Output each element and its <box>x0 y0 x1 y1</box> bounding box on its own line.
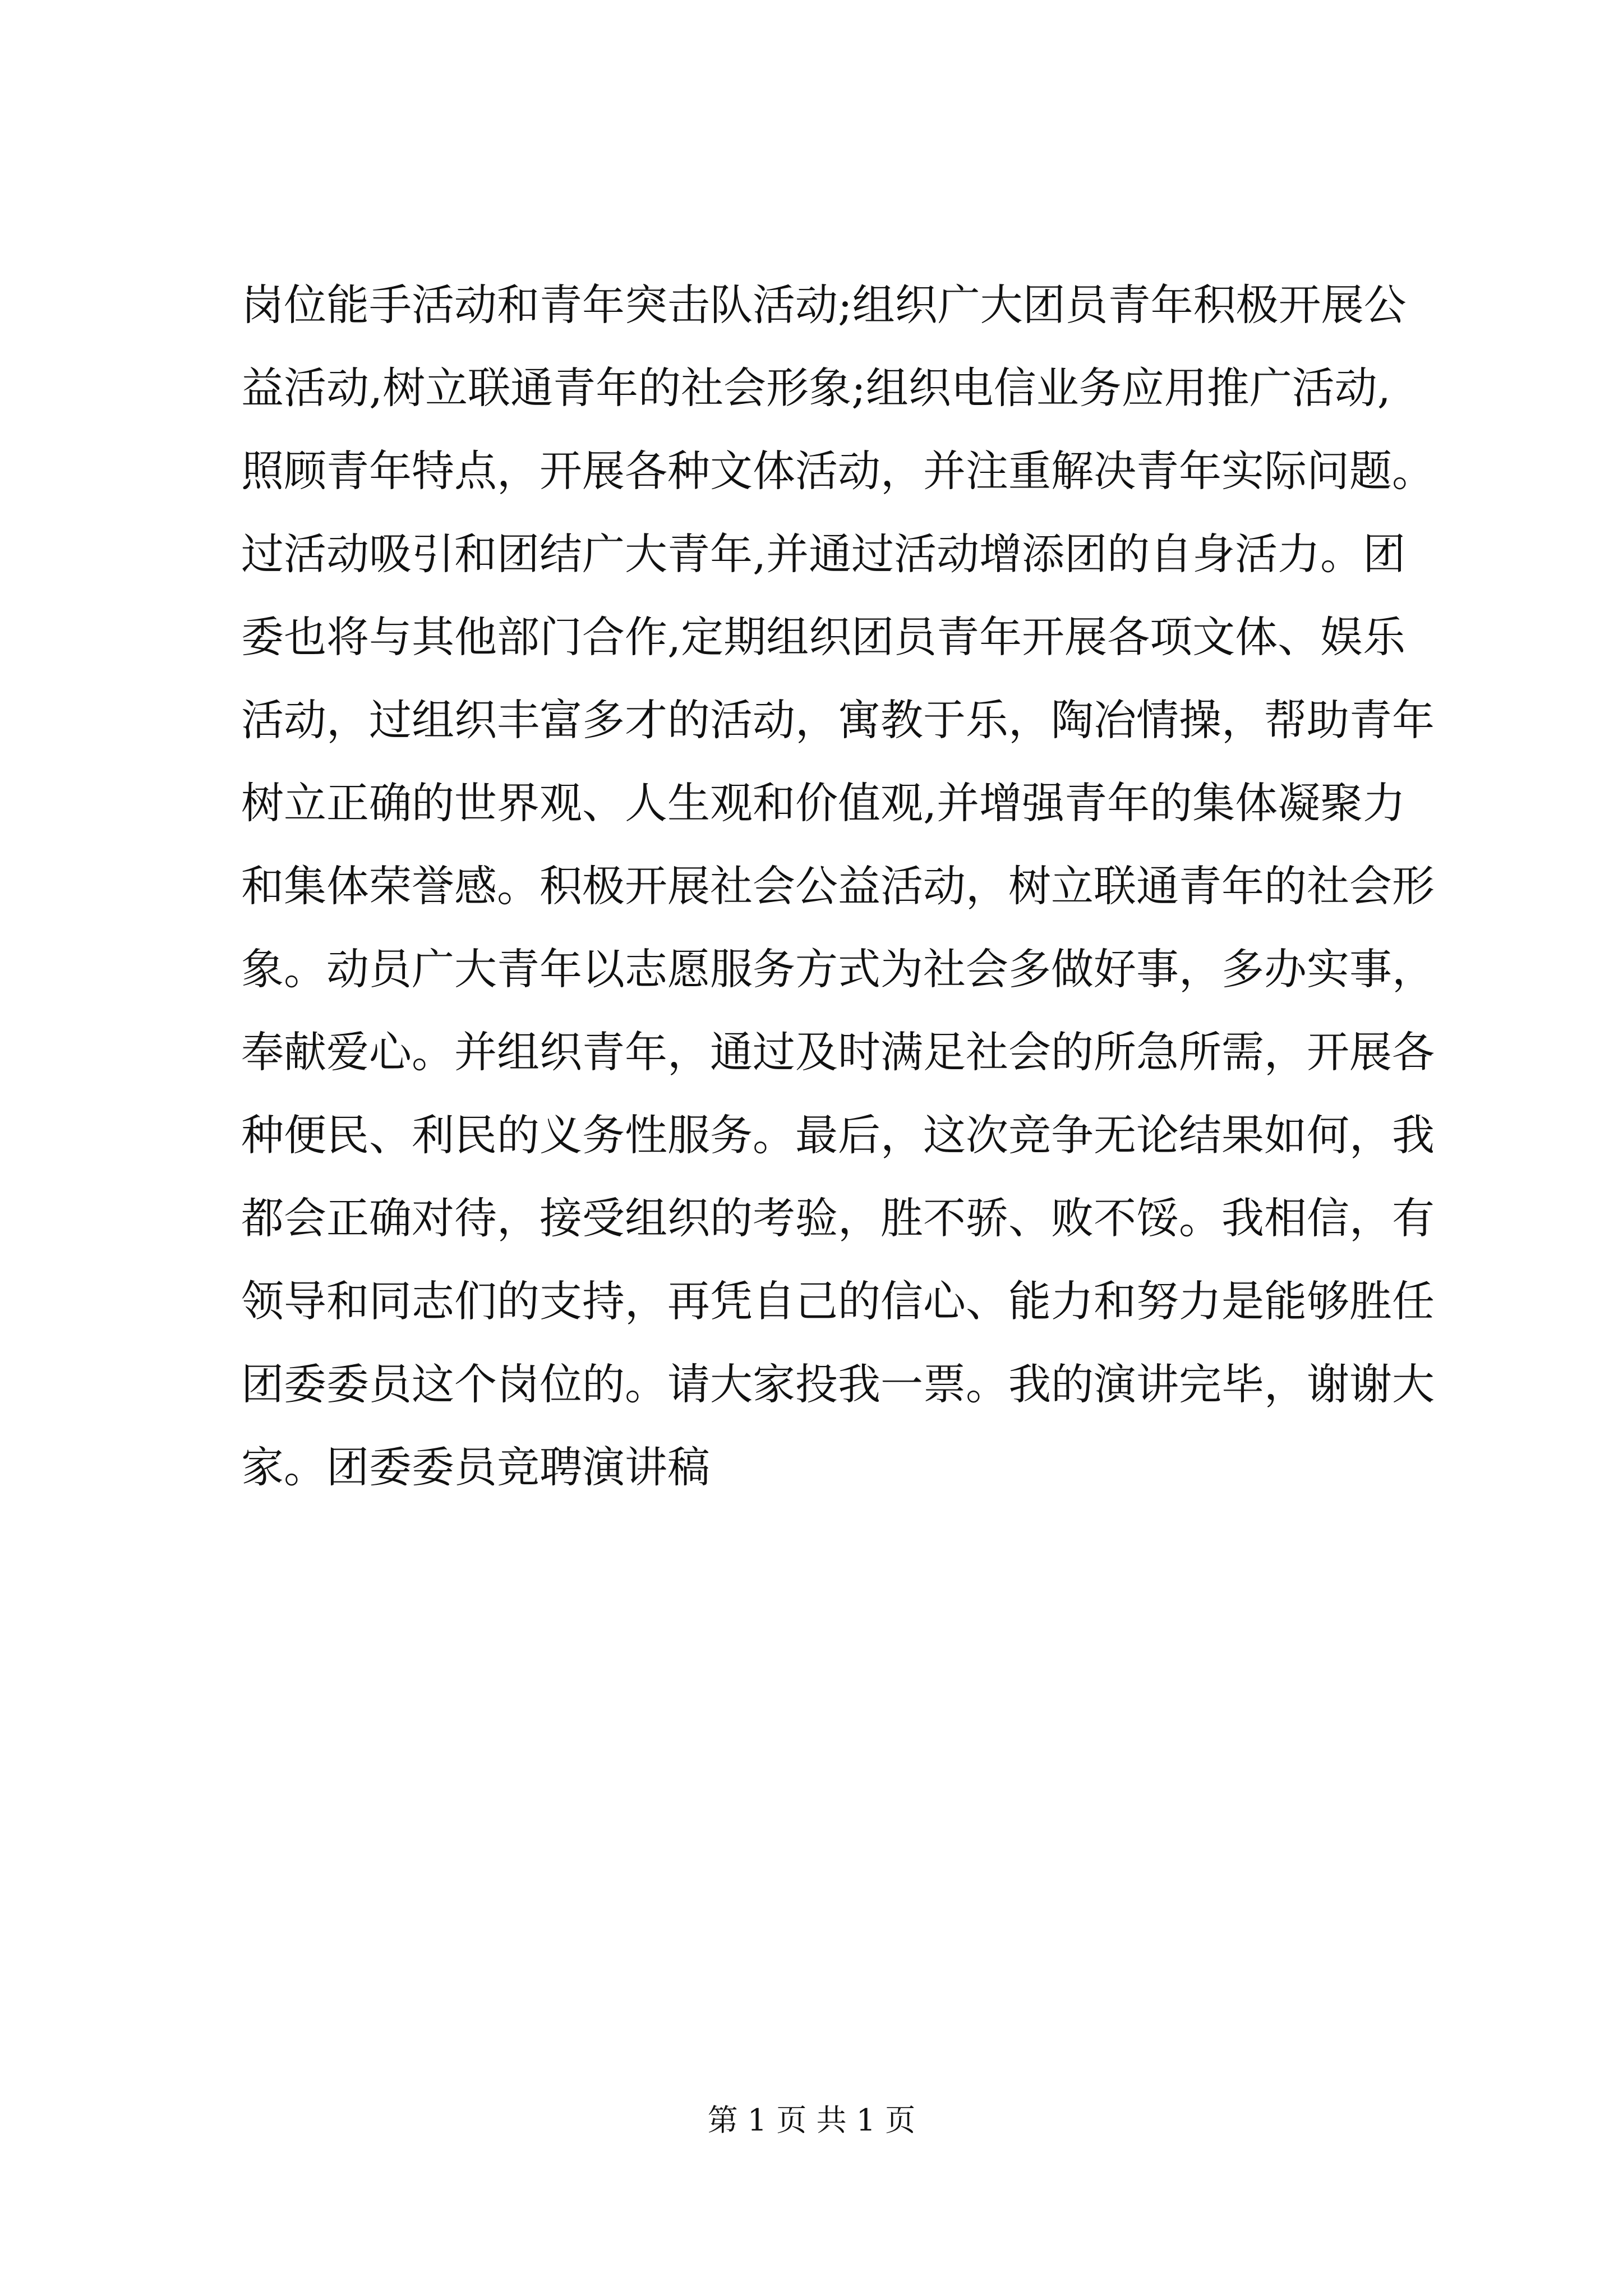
text-line: 和集体荣誉感。积极开展社会公益活动，树立联通青年的社会形 <box>241 861 1435 911</box>
text-line: 益活动,树立联通青年的社会形象;组织电信业务应用推广活动, <box>241 363 1391 413</box>
text-line: 过活动吸引和团结广大青年,并通过活动增添团的自身活力。团 <box>241 529 1406 579</box>
text-line: 树立正确的世界观、人生观和价值观,并增强青年的集体凝聚力 <box>241 778 1406 828</box>
text-line: 照顾青年特点，开展各种文体活动，并注重解决青年实际问题。 <box>241 446 1435 496</box>
text-line: 岗位能手活动和青年突击队活动;组织广大团员青年积极开展公 <box>241 280 1407 330</box>
text-line: 象。动员广大青年以志愿服务方式为社会多做好事，多办实事， <box>241 944 1435 994</box>
text-line: 活动，过组织丰富多才的活动，寓教于乐，陶冶情操，帮助青年 <box>241 695 1435 745</box>
text-line: 都会正确对待，接受组织的考验，胜不骄、败不馁。我相信，有 <box>241 1193 1435 1243</box>
text-line: 委也将与其他部门合作,定期组织团员青年开展各项文体、娱乐 <box>241 612 1406 662</box>
body-text <box>241 264 1435 1509</box>
page-footer: 第 1 页 共 1 页 <box>707 2102 916 2138</box>
text-line: 家。团委委员竞聘演讲稿 <box>241 1442 710 1492</box>
text-line: 种便民、利民的义务性服务。最后，这次竞争无论结果如何，我 <box>241 1110 1435 1160</box>
text-line: 领导和同志们的支持，再凭自己的信心、能力和努力是能够胜任 <box>241 1276 1435 1326</box>
text-line: 团委委员这个岗位的。请大家投我一票。我的演讲完毕，谢谢大 <box>241 1359 1435 1409</box>
text-line: 奉献爱心。并组织青年，通过及时满足社会的所急所需，开展各 <box>241 1027 1435 1077</box>
